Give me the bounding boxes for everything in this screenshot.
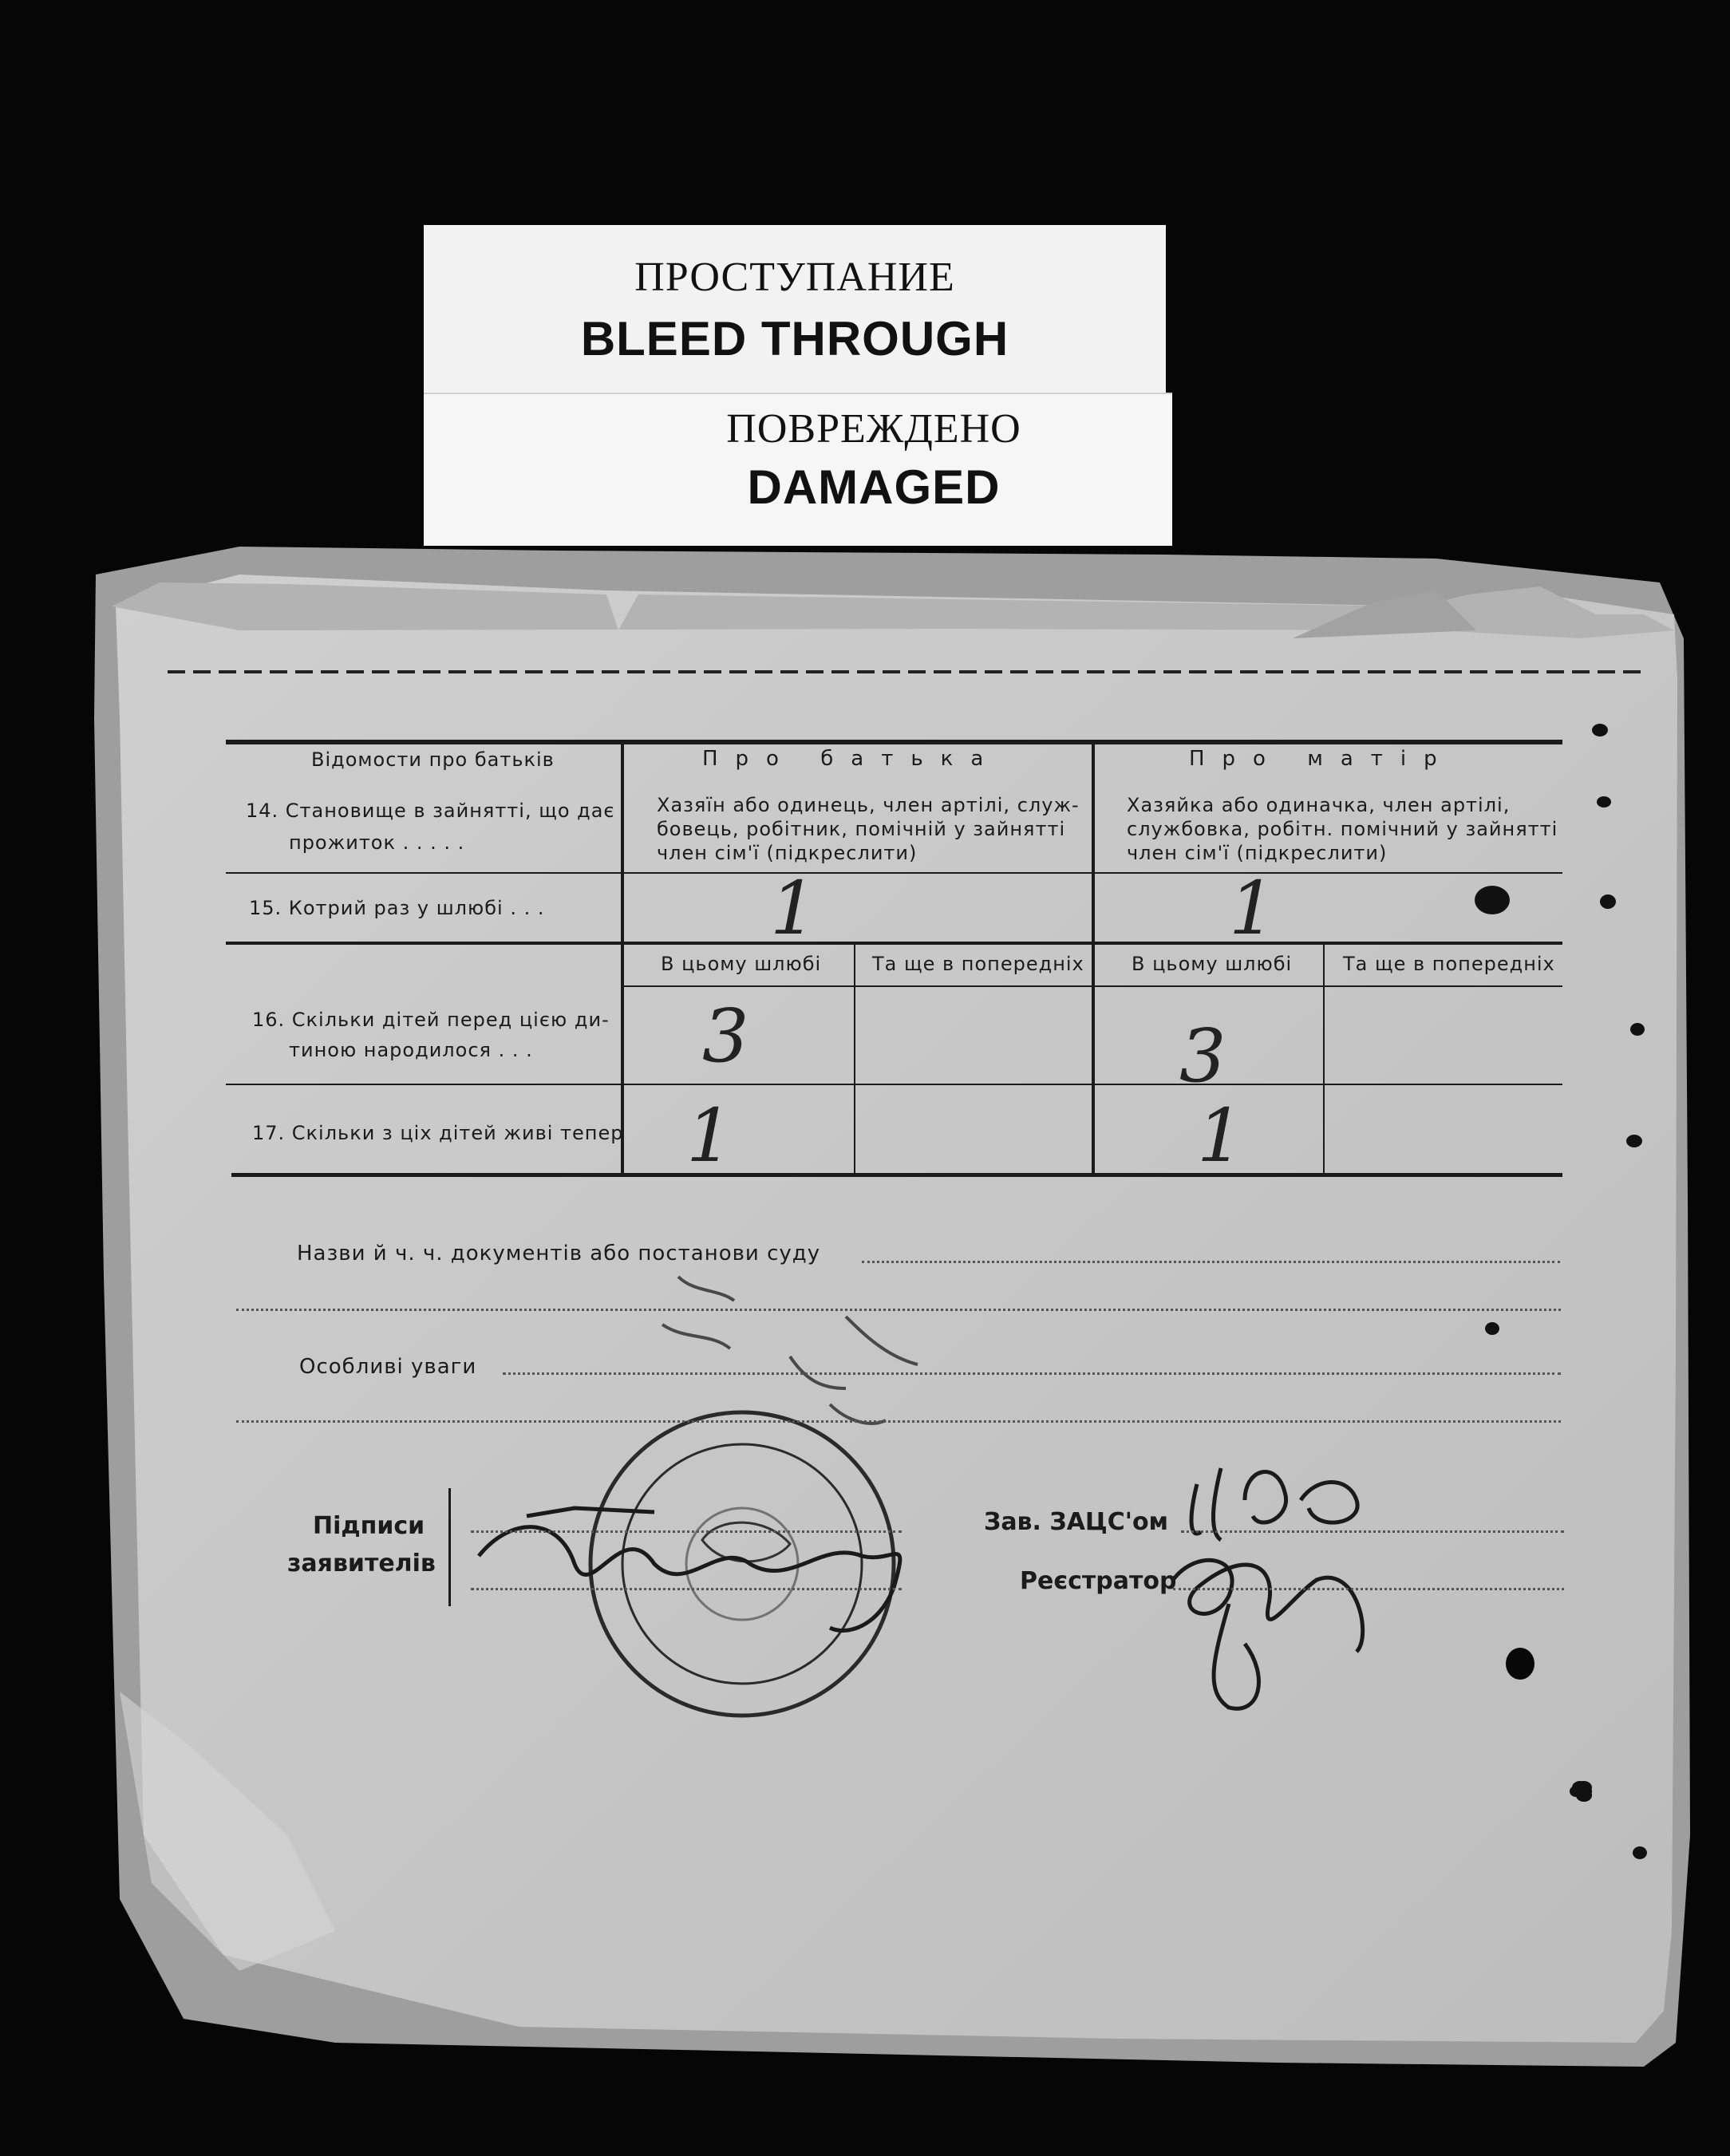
documents-dotted-line-2 xyxy=(236,1309,1561,1311)
damaged-ru-text: ПОВРЕЖДЕНО xyxy=(726,406,1021,452)
registrar-label: Реєстратор xyxy=(1020,1567,1177,1595)
row14-mother-line1: Хазяйка або одиначка, член артілі, xyxy=(1127,794,1511,816)
row17-label: 17. Скільки з ціх дітей живі тепер xyxy=(252,1122,624,1144)
row14-label-line1: 14. Становище в зайнятті, що дає xyxy=(246,800,615,822)
registrar-line xyxy=(1173,1588,1564,1590)
subheader-father-this: В цьому шлюбі xyxy=(661,953,822,975)
header-parents-info: Відомости про батьків xyxy=(311,748,555,771)
row16-mother-value: 3 xyxy=(1179,1013,1226,1099)
row15-label: 15. Котрий раз у шлюбі . . . xyxy=(249,897,545,919)
remarks-dotted-line-2 xyxy=(236,1420,1561,1423)
signatures-label-line2: заявителів xyxy=(287,1550,436,1578)
col-divider-1 xyxy=(621,740,624,1175)
header-mother: Про матір xyxy=(1189,747,1455,771)
row17-father-value: 1 xyxy=(686,1093,733,1179)
row16-label-line2: тиною народилося . . . xyxy=(289,1039,533,1061)
signature-line-1 xyxy=(471,1530,902,1533)
row14-father-line1: Хазяїн або одинець, член артілі, служ- xyxy=(657,794,1080,816)
documents-dotted-line xyxy=(862,1261,1560,1263)
bleed-through-ru-text: ПРОСТУПАНИЕ xyxy=(634,255,955,300)
row17-mother-value: 1 xyxy=(1197,1093,1244,1179)
table-top-border xyxy=(226,740,1562,744)
subheader-father-prev: Та ще в попередніх xyxy=(872,953,1084,975)
subheader-mother-this: В цьому шлюбі xyxy=(1132,953,1293,975)
bleed-through-en-text: BLEED THROUGH xyxy=(580,312,1009,365)
head-zags-line xyxy=(1181,1530,1564,1533)
row14-mother-line3: член сім'ї (підкреслити) xyxy=(1127,842,1388,864)
header-father: Про батька xyxy=(702,747,1001,771)
subheader-mother-prev: Та ще в попередніх xyxy=(1343,953,1555,975)
row14-father-line3: член сім'ї (підкреслити) xyxy=(657,842,918,864)
row16-label-line1: 16. Скільки дітей перед цією ди- xyxy=(252,1009,610,1031)
table-bottom-border xyxy=(231,1173,1562,1177)
remarks-label: Особливі уваги xyxy=(299,1355,477,1379)
row16-divider xyxy=(226,1084,1562,1085)
row15-divider xyxy=(226,942,1562,945)
signatures-label-line1: Підписи xyxy=(313,1512,425,1540)
row15-father-value: 1 xyxy=(770,866,817,951)
col-divider-mother xyxy=(1323,944,1325,1175)
documents-label: Назви й ч. ч. документів або постанови суду xyxy=(297,1242,821,1266)
row14-mother-line2: службовка, робітн. помічний у зайнятті xyxy=(1127,818,1558,840)
col-divider-father xyxy=(854,944,855,1175)
col-divider-2 xyxy=(1092,740,1095,1175)
remarks-dotted-line xyxy=(503,1372,1561,1375)
row14-label-line2: прожиток . . . . . xyxy=(289,831,465,854)
row15-mother-value: 1 xyxy=(1229,866,1276,951)
row16-father-value: 3 xyxy=(702,993,749,1079)
row14-divider xyxy=(226,872,1562,874)
head-zags-label: Зав. ЗАЦС'ом xyxy=(984,1508,1169,1536)
damaged-en-text: DAMAGED xyxy=(747,460,1001,514)
signatures-brace xyxy=(448,1488,451,1606)
row14-father-line2: бовець, робітник, помічній у зайнятті xyxy=(657,818,1066,840)
signature-line-2 xyxy=(471,1588,902,1590)
